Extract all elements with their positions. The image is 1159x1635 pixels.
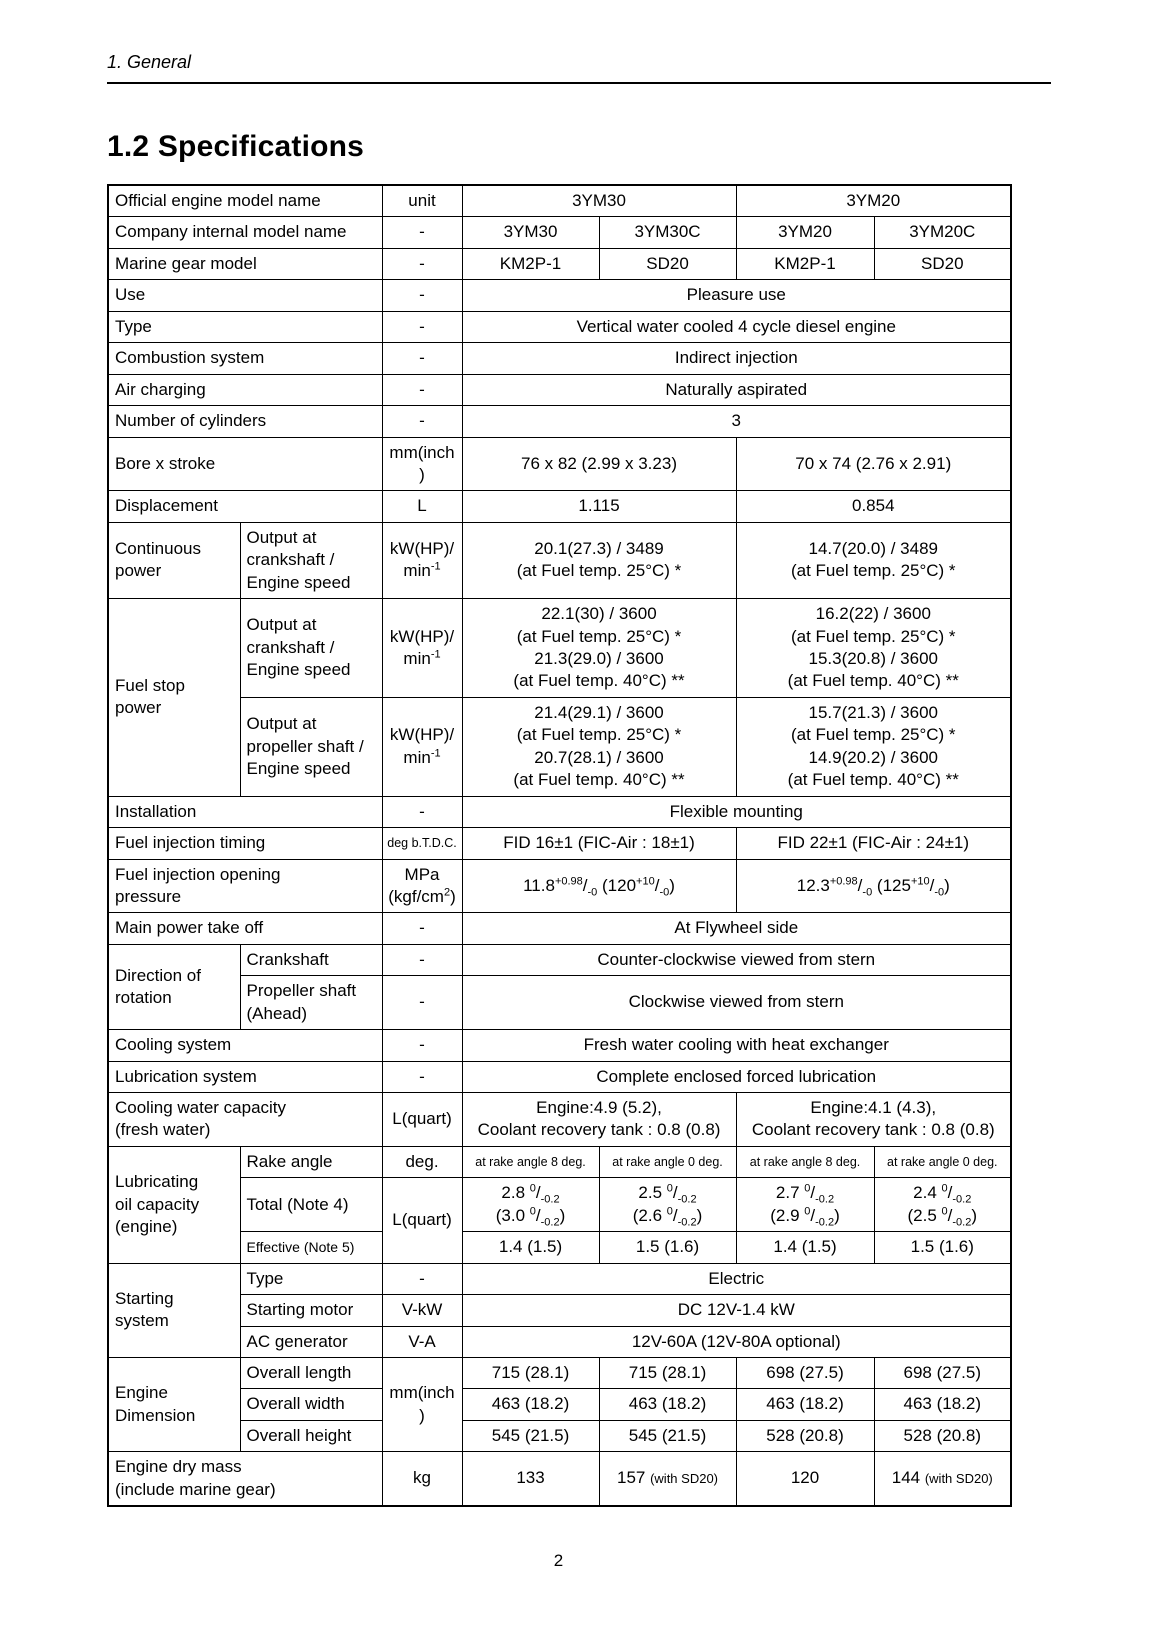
table-cell: 463 (18.2) xyxy=(736,1389,874,1420)
table-row xyxy=(108,1452,1011,1506)
table-cell: Output at crankshaft / Engine speed xyxy=(240,599,382,698)
table-cell: Marine gear model xyxy=(108,248,382,279)
table-row xyxy=(108,491,1011,522)
table-cell: KM2P-1 xyxy=(462,248,599,279)
table-cell: V-A xyxy=(382,1326,462,1357)
table-cell: Propeller shaft (Ahead) xyxy=(240,976,382,1030)
table-row xyxy=(108,248,1011,279)
table-cell: 1.115 xyxy=(462,491,736,522)
table-cell: 144 (with SD20) xyxy=(874,1452,1011,1506)
table-row xyxy=(108,1146,1011,1177)
table-row xyxy=(108,1232,1011,1263)
table-cell: SD20 xyxy=(599,248,736,279)
table-cell: Continuous power xyxy=(108,522,240,598)
table-cell: 3YM20C xyxy=(874,217,1011,248)
table-row xyxy=(108,1357,1011,1388)
table-cell: L(quart) xyxy=(382,1093,462,1147)
chapter-header: 1. General xyxy=(107,52,1051,84)
table-row xyxy=(108,406,1011,437)
table-cell: FID 22±1 (FIC-Air : 24±1) xyxy=(736,828,1011,859)
table-cell: 528 (20.8) xyxy=(736,1420,874,1451)
table-cell: 3YM20 xyxy=(736,185,1011,217)
table-cell: mm(inch) xyxy=(382,1357,462,1451)
table-cell: 545 (21.5) xyxy=(462,1420,599,1451)
table-cell: Flexible mounting xyxy=(462,796,1011,827)
table-row xyxy=(108,1093,1011,1147)
table-cell: 2.5 $^0/_{-0.2}$ (2.6 $^0/_{-0.2}$) xyxy=(599,1178,736,1232)
table-cell: kW(HP)/ $\min^{-1}$ xyxy=(382,599,462,698)
table-cell: Overall height xyxy=(240,1420,382,1451)
table-cell: Official engine model name xyxy=(108,185,382,217)
table-cell: unit xyxy=(382,185,462,217)
table-cell: 698 (27.5) xyxy=(874,1357,1011,1388)
table-cell: at rake angle 0 deg. xyxy=(874,1146,1011,1177)
table-cell: 3YM30 xyxy=(462,217,599,248)
table-cell: MPa $(kgf/cm^2)$ xyxy=(382,859,462,913)
table-cell: Combustion system xyxy=(108,343,382,374)
table-cell: Installation xyxy=(108,796,382,827)
table-cell: 463 (18.2) xyxy=(599,1389,736,1420)
table-cell: Engine Dimension xyxy=(108,1357,240,1451)
table-cell: 15.7(21.3) / 3600 (at Fuel temp. 25°C) * 14.9(20.2) / 3600 (at Fuel temp. 40°C) ** xyxy=(736,697,1011,796)
table-row xyxy=(108,280,1011,311)
table-cell: at rake angle 8 deg. xyxy=(736,1146,874,1177)
table-cell: 1.4 (1.5) xyxy=(736,1232,874,1263)
table-cell: - xyxy=(382,913,462,944)
table-cell: 715 (28.1) xyxy=(599,1357,736,1388)
table-cell: - xyxy=(382,374,462,405)
table-cell: Output at crankshaft / Engine speed xyxy=(240,522,382,598)
table-cell: 3YM20 xyxy=(736,217,874,248)
table-row xyxy=(108,1178,1011,1232)
table-row xyxy=(108,1030,1011,1061)
table-cell: 2.4 $^0/_{-0.2}$ (2.5 $^0/_{-0.2}$) xyxy=(874,1178,1011,1232)
table-cell: 715 (28.1) xyxy=(462,1357,599,1388)
table-cell: Bore x stroke xyxy=(108,437,382,491)
page-number: 2 xyxy=(553,1551,564,1571)
table-cell: deg. xyxy=(382,1146,462,1177)
table-cell: 2.8 $^0/_{-0.2}$ (3.0 $^0/_{-0.2}$) xyxy=(462,1178,599,1232)
table-cell: Displacement xyxy=(108,491,382,522)
table-row xyxy=(108,437,1011,491)
table-row xyxy=(108,859,1011,913)
table-cell: - xyxy=(382,976,462,1030)
table-cell: - xyxy=(382,217,462,248)
table-cell: Cooling system xyxy=(108,1030,382,1061)
table-cell: 76 x 82 (2.99 x 3.23) xyxy=(462,437,736,491)
table-cell: Engine:4.1 (4.3), Coolant recovery tank : 0.8 (0.8) xyxy=(736,1093,1011,1147)
table-cell: Output at propeller shaft / Engine speed xyxy=(240,697,382,796)
table-cell: Lubrication system xyxy=(108,1061,382,1092)
page-title: 1.2 Specifications xyxy=(107,130,365,163)
table-cell: - xyxy=(382,796,462,827)
table-cell: - xyxy=(382,280,462,311)
table-row xyxy=(108,796,1011,827)
table-cell: Rake angle xyxy=(240,1146,382,1177)
table-cell: FID 16±1 (FIC-Air : 18±1) xyxy=(462,828,736,859)
table-cell: - xyxy=(382,343,462,374)
table-cell: Fuel stop power xyxy=(108,599,240,797)
table-cell: at rake angle 0 deg. xyxy=(599,1146,736,1177)
table-cell: - xyxy=(382,406,462,437)
table-cell: $11.8^{+0.98}/_{-0}$ $(120^{+10}/_{-0})$ xyxy=(462,859,736,913)
table-cell: Type xyxy=(240,1263,382,1294)
table-cell: 528 (20.8) xyxy=(874,1420,1011,1451)
table-row xyxy=(108,599,1011,698)
table-cell: 698 (27.5) xyxy=(736,1357,874,1388)
table-cell: 1.5 (1.6) xyxy=(874,1232,1011,1263)
table-cell: 16.2(22) / 3600 (at Fuel temp. 25°C) * 15.3(20.8) / 3600 (at Fuel temp. 40°C) ** xyxy=(736,599,1011,698)
table-cell: Crankshaft xyxy=(240,944,382,975)
table-cell: V-kW xyxy=(382,1295,462,1326)
table-cell: 1.4 (1.5) xyxy=(462,1232,599,1263)
table-cell: 12V-60A (12V-80A optional) xyxy=(462,1326,1011,1357)
table-cell: Indirect injection xyxy=(462,343,1011,374)
table-cell: 21.4(29.1) / 3600 (at Fuel temp. 25°C) * 20.7(28.1) / 3600 (at Fuel temp. 40°C) ** xyxy=(462,697,736,796)
table-row xyxy=(108,1326,1011,1357)
table-cell: Effective (Note 5) xyxy=(240,1232,382,1263)
table-row xyxy=(108,1263,1011,1294)
table-cell: Total (Note 4) xyxy=(240,1178,382,1232)
table-cell: 1.5 (1.6) xyxy=(599,1232,736,1263)
table-cell: - xyxy=(382,1263,462,1294)
table-cell: Vertical water cooled 4 cycle diesel engine xyxy=(462,311,1011,342)
table-cell: deg b.T.D.C. xyxy=(382,828,462,859)
table-cell: Counter-clockwise viewed from stern xyxy=(462,944,1011,975)
table-cell: Cooling water capacity (fresh water) xyxy=(108,1093,382,1147)
table-row xyxy=(108,828,1011,859)
table-cell: 70 x 74 (2.76 x 2.91) xyxy=(736,437,1011,491)
table-cell: Type xyxy=(108,311,382,342)
table-cell: Air charging xyxy=(108,374,382,405)
table-cell: At Flywheel side xyxy=(462,913,1011,944)
table-cell: Engine dry mass (include marine gear) xyxy=(108,1452,382,1506)
table-row xyxy=(108,217,1011,248)
table-cell: - xyxy=(382,1030,462,1061)
table-cell: - xyxy=(382,1061,462,1092)
table-row xyxy=(108,1061,1011,1092)
table-cell: DC 12V-1.4 kW xyxy=(462,1295,1011,1326)
table-cell: kW(HP)/ $\min^{-1}$ xyxy=(382,522,462,598)
table-cell: Lubricating oil capacity (engine) xyxy=(108,1146,240,1263)
table-cell: Starting motor xyxy=(240,1295,382,1326)
table-cell: 463 (18.2) xyxy=(874,1389,1011,1420)
table-cell: 14.7(20.0) / 3489 (at Fuel temp. 25°C) * xyxy=(736,522,1011,598)
table-cell: 2.7 $^0/_{-0.2}$ (2.9 $^0/_{-0.2}$) xyxy=(736,1178,874,1232)
table-cell: L(quart) xyxy=(382,1178,462,1263)
table-cell: Fuel injection timing xyxy=(108,828,382,859)
table-cell: kg xyxy=(382,1452,462,1506)
table-cell: Complete enclosed forced lubrication xyxy=(462,1061,1011,1092)
table-cell: KM2P-1 xyxy=(736,248,874,279)
table-row xyxy=(108,697,1011,796)
table-row xyxy=(108,374,1011,405)
table-cell: 20.1(27.3) / 3489 (at Fuel temp. 25°C) * xyxy=(462,522,736,598)
table-cell: Engine:4.9 (5.2), Coolant recovery tank : 0.8 (0.8) xyxy=(462,1093,736,1147)
table-cell: Number of cylinders xyxy=(108,406,382,437)
table-cell: 463 (18.2) xyxy=(462,1389,599,1420)
table-row xyxy=(108,944,1011,975)
spec-table-body xyxy=(108,185,1011,1506)
table-cell: Clockwise viewed from stern xyxy=(462,976,1011,1030)
table-cell: Main power take off xyxy=(108,913,382,944)
table-cell: Naturally aspirated xyxy=(462,374,1011,405)
table-cell: - xyxy=(382,248,462,279)
table-cell: mm(inch) xyxy=(382,437,462,491)
table-cell: $12.3^{+0.98}/_{-0}$ $(125^{+10}/_{-0})$ xyxy=(736,859,1011,913)
table-cell: - xyxy=(382,311,462,342)
table-row xyxy=(108,311,1011,342)
table-cell: kW(HP)/ $\min^{-1}$ xyxy=(382,697,462,796)
table-cell: at rake angle 8 deg. xyxy=(462,1146,599,1177)
table-cell: AC generator xyxy=(240,1326,382,1357)
table-cell: 133 xyxy=(462,1452,599,1506)
table-row xyxy=(108,343,1011,374)
table-cell: Company internal model name xyxy=(108,217,382,248)
table-cell: SD20 xyxy=(874,248,1011,279)
table-row xyxy=(108,1420,1011,1451)
table-cell: - xyxy=(382,944,462,975)
table-cell: Direction of rotation xyxy=(108,944,240,1029)
table-cell: Overall width xyxy=(240,1389,382,1420)
table-cell: 0.854 xyxy=(736,491,1011,522)
table-cell: Overall length xyxy=(240,1357,382,1388)
table-cell: 3 xyxy=(462,406,1011,437)
table-row xyxy=(108,522,1011,598)
table-row xyxy=(108,1295,1011,1326)
table-cell: Electric xyxy=(462,1263,1011,1294)
table-cell: Starting system xyxy=(108,1263,240,1357)
table-cell: Use xyxy=(108,280,382,311)
table-row xyxy=(108,1389,1011,1420)
table-cell: 3YM30C xyxy=(599,217,736,248)
table-cell: 157 (with SD20) xyxy=(599,1452,736,1506)
table-cell: Pleasure use xyxy=(462,280,1011,311)
table-row xyxy=(108,976,1011,1030)
table-row xyxy=(108,913,1011,944)
table-cell: 22.1(30) / 3600 (at Fuel temp. 25°C) * 21.3(29.0) / 3600 (at Fuel temp. 40°C) ** xyxy=(462,599,736,698)
table-row xyxy=(108,185,1011,217)
table-cell: L xyxy=(382,491,462,522)
table-cell: Fuel injection opening pressure xyxy=(108,859,382,913)
table-cell: 545 (21.5) xyxy=(599,1420,736,1451)
table-cell: 120 xyxy=(736,1452,874,1506)
spec-table xyxy=(107,184,1012,1507)
table-cell: Fresh water cooling with heat exchanger xyxy=(462,1030,1011,1061)
table-cell: 3YM30 xyxy=(462,185,736,217)
